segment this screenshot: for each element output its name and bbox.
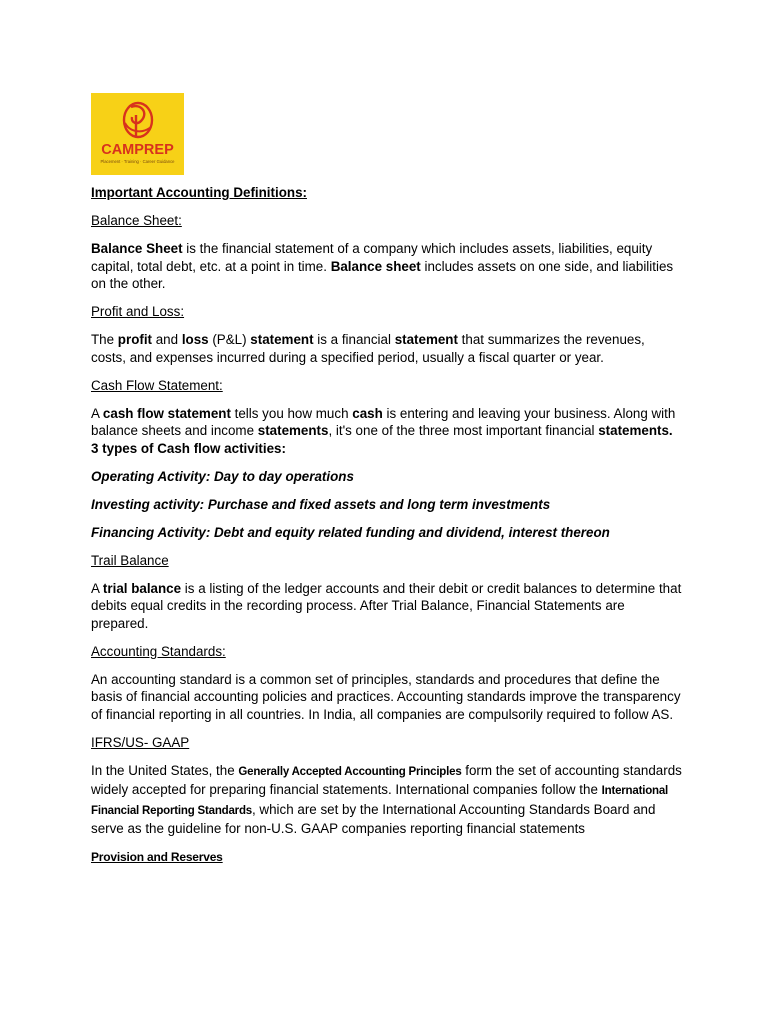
logo-emblem-icon bbox=[91, 93, 184, 175]
logo-tagline-text: Placement · Training · Career Guidance bbox=[100, 159, 175, 164]
provision-reserves-heading: Provision and Reserves bbox=[91, 850, 223, 864]
profit-loss-heading: Profit and Loss: bbox=[91, 304, 185, 319]
camprep-logo bbox=[91, 93, 184, 175]
balance-sheet-heading: Balance Sheet: bbox=[91, 213, 182, 228]
logo-brand-text: CAMPREP bbox=[101, 142, 174, 158]
trial-balance-definition: A trial balance is a listing of the ledger accounts and their debit or credit balances to determine that debits equal credits in the recording process. After Trial Balance, Financial Statements are prepared. bbox=[91, 580, 682, 631]
page-title: Important Accounting Definitions: bbox=[91, 185, 307, 200]
document-body bbox=[91, 184, 683, 877]
ifrs-heading: IFRS/US- GAAP bbox=[91, 734, 190, 750]
cash-flow-heading: Cash Flow Statement: bbox=[91, 377, 223, 393]
accounting-standards-heading: Accounting Standards: bbox=[91, 643, 226, 659]
cash-flow-activity: Investing activity: Purchase and fixed assets and long term investments bbox=[91, 496, 551, 512]
ifrs-definition: In the United States, the Generally Accepted Accounting Principles form the set of accounting standards widely accepted for preparing financial statements. International companies follow the International Financial Reporting Standards, which are set by the International Accounting Standards Board and serve as the guideline for non-U.S. GAAP companies reporting financial statements bbox=[91, 762, 682, 836]
trial-balance-heading: Trail Balance bbox=[91, 552, 169, 568]
balance-sheet-definition: Balance Sheet is the financial statement of a company which includes assets, liabilities, equity capital, total debt, etc. at a point in time. Balance sheet includes assets on one side, and liabilities on the other. bbox=[91, 241, 674, 291]
cash-flow-activity: Operating Activity: Day to day operations bbox=[91, 468, 354, 484]
cash-flow-activity: Financing Activity: Debt and equity related funding and dividend, interest thereon bbox=[91, 524, 610, 540]
accounting-standards-definition: An accounting standard is a common set of principles, standards and procedures that define the basis of financial accounting policies and practices. Accounting standards improve the transparency of financial reporting in all countries. In India, all companies are compulsorily required to follow AS. bbox=[91, 671, 681, 722]
cash-flow-definition: A cash flow statement tells you how much cash is entering and leaving your business. Along with balance sheets and income statements, it's one of the three most important financial statements. 3 types of Cash flow activities: bbox=[91, 405, 676, 456]
profit-loss-definition: The profit and loss (P&L) statement is a financial statement that summarizes the revenues, costs, and expenses incurred during a specified period, usually a fiscal quarter or year. bbox=[91, 332, 645, 365]
